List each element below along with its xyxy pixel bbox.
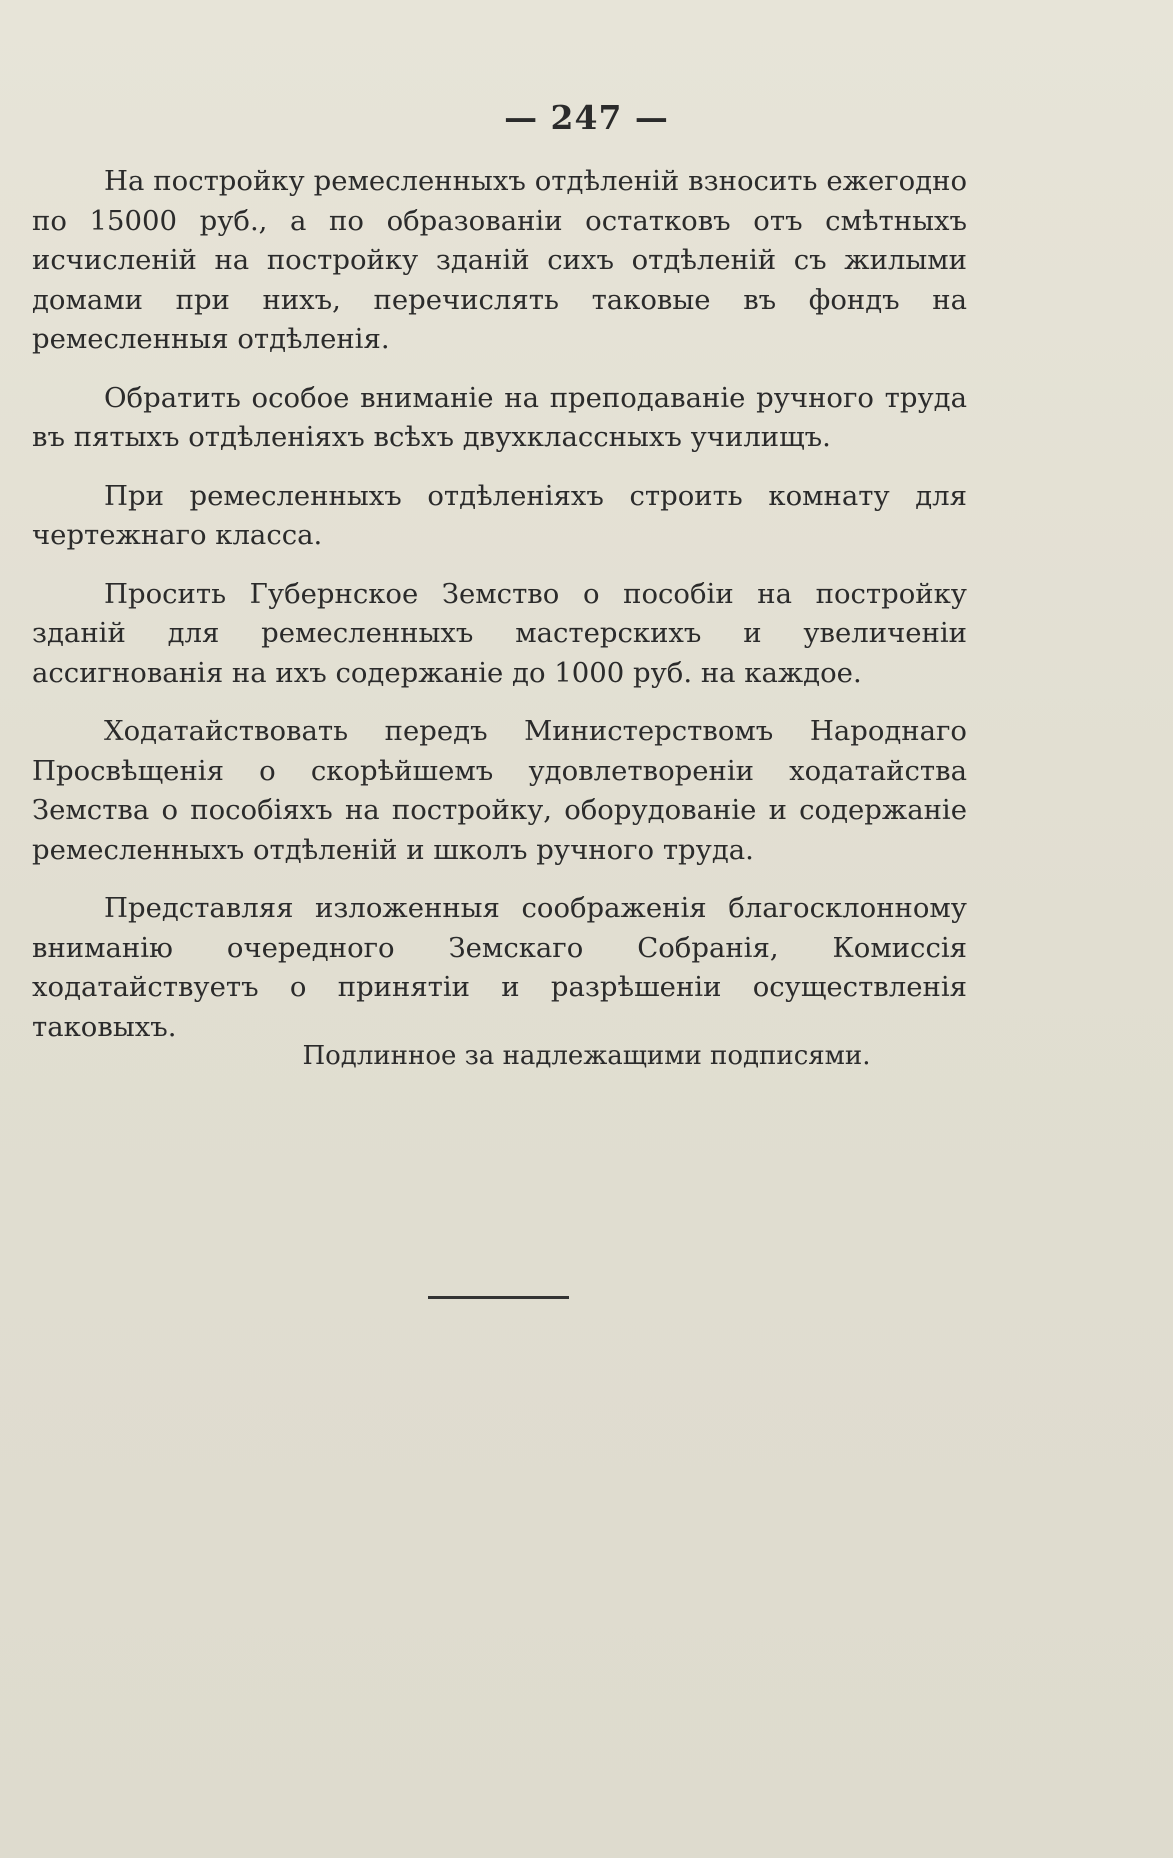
paragraph-4: Просить Губернское Земство о пособіи на постройку зданій для ремесленныхъ мастерскихъ и увеличеніи ассигнованія на ихъ содержаніе до 1000 руб. на каждое.: [32, 577, 967, 689]
body-text: [32, 162, 967, 1047]
signature-note: Подлинное за надлежащими подписями.: [302, 1041, 871, 1071]
paragraph-5: Ходатайствовать передъ Министерствомъ Народнаго Просвѣщенія о скорѣйшемъ удовлетвореніи ходатайства Земства о пособіяхъ на постройку, оборудованіе и содержаніе ремесленныхъ отдѣленій и школъ ручного труда.: [32, 715, 967, 866]
paragraph-6: Представляя изложенныя соображенія благосклонному вниманію очередного Земскаго Собранія, Комиссія ходатайствуетъ о принятіи и разрѣшеніи осуществленія таковыхъ.: [32, 892, 967, 1043]
paragraph-2: Обратить особое вниманіе на преподаваніе ручного труда въ пятыхъ отдѣленіяхъ всѣхъ двухклассныхъ училищъ.: [32, 381, 967, 453]
paragraph-1: На постройку ремесленныхъ отдѣленій взносить ежегодно по 15000 руб., а по образованіи остатковъ отъ смѣтныхъ исчисленій на постройку зданій сихъ отдѣленій съ жилыми домами при нихъ, перечислять таковые въ фондъ на ремесленныя отдѣленія.: [32, 165, 967, 355]
end-rule: [428, 1296, 569, 1299]
paragraph-3: При ремесленныхъ отдѣленіяхъ строить комнату для чертежнаго класса.: [32, 479, 967, 551]
page-number: — 247 —: [504, 98, 669, 137]
